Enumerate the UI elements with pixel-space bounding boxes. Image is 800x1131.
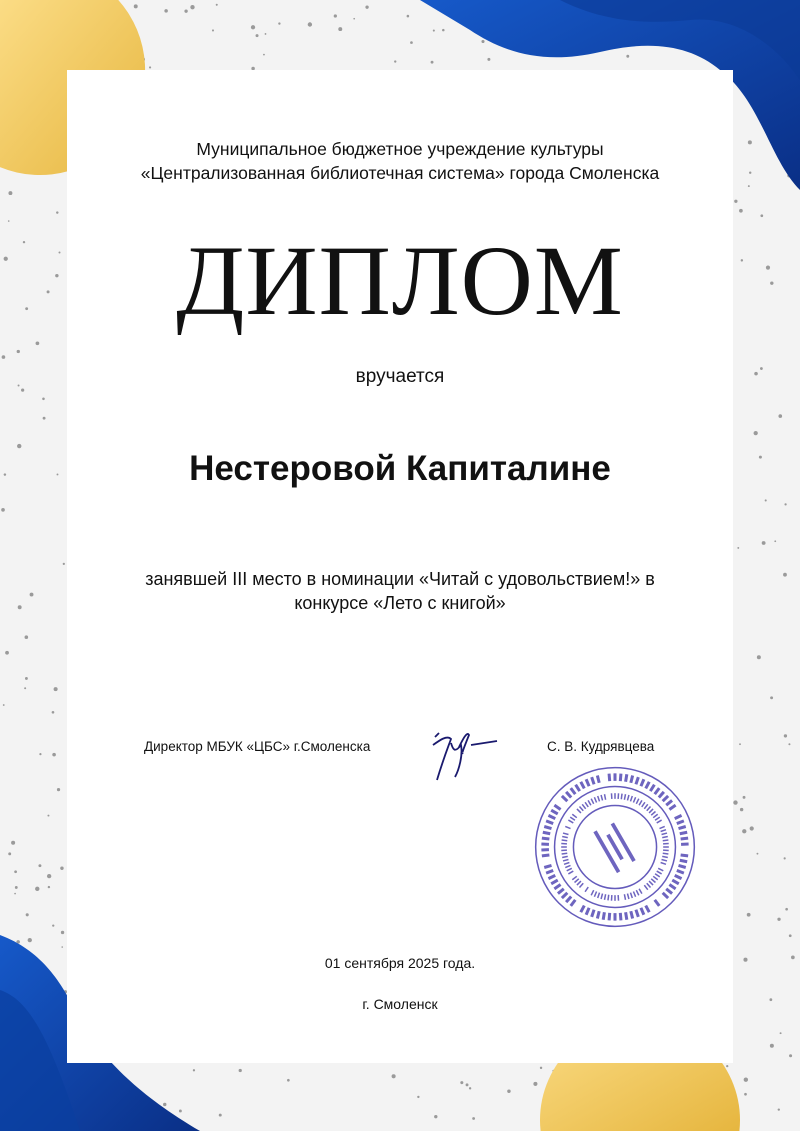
stamp-letter-mark xyxy=(663,846,669,848)
stamp-letter-mark xyxy=(562,853,568,855)
stamp-letter-mark xyxy=(640,779,646,787)
stamp-letter-mark xyxy=(656,870,662,874)
stamp-letter-mark xyxy=(644,885,649,890)
stamp-letter-mark xyxy=(630,892,633,898)
dot xyxy=(14,870,17,873)
dot xyxy=(778,1108,780,1110)
stamp-letter-mark xyxy=(624,912,628,920)
stamp-letter-mark xyxy=(678,864,686,869)
dot xyxy=(63,563,65,565)
dot xyxy=(5,651,9,655)
dot xyxy=(466,1083,469,1086)
stamp-letter-mark xyxy=(638,800,642,806)
dot xyxy=(760,214,763,217)
stamp-letter-mark xyxy=(546,869,554,875)
official-stamp xyxy=(530,762,700,932)
dot xyxy=(278,22,280,24)
stamp-letter-mark xyxy=(624,774,628,782)
dot xyxy=(21,388,24,391)
stamp-letter-mark xyxy=(596,911,601,919)
dot xyxy=(60,867,63,870)
dot xyxy=(739,743,741,745)
dot xyxy=(24,687,26,689)
dot xyxy=(417,1096,419,1098)
stamp-letter-mark xyxy=(563,859,569,862)
stamp-letter-mark xyxy=(658,791,665,799)
dot xyxy=(778,414,782,418)
dot xyxy=(394,60,396,62)
dot xyxy=(134,4,138,8)
dot xyxy=(28,938,32,942)
dot xyxy=(750,826,754,830)
dot xyxy=(742,829,746,833)
stamp-letter-mark xyxy=(574,878,579,883)
stamp-letter-mark xyxy=(584,887,588,893)
stamp-letter-mark xyxy=(565,865,571,869)
dot xyxy=(61,931,64,934)
dot xyxy=(164,9,168,13)
dot xyxy=(26,913,29,916)
stamp-letter-mark xyxy=(590,777,595,785)
stamp-letter-mark xyxy=(568,819,574,823)
dot xyxy=(3,704,5,706)
dot xyxy=(748,185,750,187)
stamp-letter-mark xyxy=(542,853,550,857)
stamp-letter-mark xyxy=(563,832,569,835)
stamp-letter-mark xyxy=(597,796,600,802)
dot xyxy=(265,33,267,35)
stamp-letter-mark xyxy=(565,895,572,903)
stamp-letter-mark xyxy=(676,869,684,875)
dot xyxy=(308,22,312,26)
stamp-letter-mark xyxy=(640,907,646,915)
stamp-letter-mark xyxy=(633,797,637,803)
dot xyxy=(780,1032,782,1034)
stamp-letter-mark xyxy=(633,891,637,897)
stamp-letter-mark xyxy=(636,798,640,804)
dot xyxy=(219,1114,222,1117)
stamp-letter-mark xyxy=(568,870,574,874)
stamp-letter-mark xyxy=(619,913,623,921)
dot xyxy=(765,499,767,501)
stamp-letter-mark xyxy=(619,773,623,781)
dot xyxy=(757,655,761,659)
dot xyxy=(193,1069,195,1071)
stamp-letter-mark xyxy=(617,793,619,799)
stamp-letter-mark xyxy=(594,797,598,803)
stamp-letter-mark xyxy=(542,837,550,841)
stamp-letter-mark xyxy=(557,888,565,895)
organization-line-1: Муниципальное бюджетное учреждение культуры xyxy=(196,139,604,159)
dot xyxy=(149,66,151,68)
dot xyxy=(737,547,739,549)
dot xyxy=(14,893,16,895)
dot xyxy=(17,444,21,448)
organization-name xyxy=(0,137,800,185)
stamp-letter-mark xyxy=(574,784,581,792)
dot xyxy=(8,191,12,195)
dot xyxy=(179,1110,182,1113)
dot xyxy=(744,1078,748,1082)
stamp-letter-mark xyxy=(562,856,568,859)
stamp-letter-mark xyxy=(662,856,668,859)
stamp-letter-mark xyxy=(649,881,654,886)
stamp-letter-mark xyxy=(663,849,669,851)
stamp-letter-mark xyxy=(614,793,616,799)
stamp-letter-mark xyxy=(613,913,616,921)
stamp-letter-mark xyxy=(544,864,552,869)
stamp-letter-mark xyxy=(680,837,688,841)
dot xyxy=(43,417,46,420)
stamp-letter-mark xyxy=(572,814,577,819)
recipient-name: Нестеровой Капиталине xyxy=(189,449,611,488)
dot xyxy=(15,886,18,889)
award-reason xyxy=(0,567,800,615)
stamp-letter-mark xyxy=(604,894,607,900)
stamp-letter-mark xyxy=(579,781,585,789)
dot xyxy=(256,34,259,37)
stamp-letter-mark xyxy=(671,879,679,885)
dot xyxy=(42,397,45,400)
stamp-letter-mark xyxy=(587,800,591,806)
stamp-letter-mark xyxy=(554,883,562,890)
dot xyxy=(216,4,218,6)
dot xyxy=(734,200,737,203)
dot xyxy=(25,677,28,680)
stamp-letter-mark xyxy=(663,839,669,841)
stamp-letter-mark xyxy=(660,829,666,832)
stamp-letter-mark xyxy=(644,905,650,913)
dot xyxy=(762,541,766,545)
stamp-letter-mark xyxy=(669,883,677,890)
stamp-letter-mark xyxy=(679,859,687,863)
stamp-letter-mark xyxy=(629,775,634,783)
dot xyxy=(777,918,780,921)
handwritten-signature xyxy=(425,725,505,785)
dot xyxy=(434,1115,437,1118)
stamp-letter-mark xyxy=(585,907,591,915)
dot xyxy=(789,1054,792,1057)
stamp-letter-mark xyxy=(561,795,569,802)
issue-date: 01 сентября 2025 года. xyxy=(324,955,476,971)
stamp-letter-mark xyxy=(661,859,667,862)
stamp-letter-mark xyxy=(627,795,630,801)
dot xyxy=(784,857,786,859)
dot xyxy=(469,1087,471,1089)
stamp-letter-mark xyxy=(561,849,567,851)
dot xyxy=(184,9,187,12)
stamp-letter-mark xyxy=(579,806,584,811)
stamp-letter-mark xyxy=(651,878,656,883)
signatory-name: С. В. Кудрявцева xyxy=(547,739,655,754)
stamp-letter-mark xyxy=(662,795,670,802)
dot xyxy=(61,946,63,948)
stamp-letter-mark xyxy=(658,868,664,872)
dot xyxy=(2,355,6,359)
stamp-letter-mark xyxy=(570,899,577,907)
dot xyxy=(784,503,786,505)
reason-line-2: конкурсе «Лето с книгой» xyxy=(294,593,506,613)
stamp-letter-mark xyxy=(541,848,549,851)
dot xyxy=(507,1090,510,1093)
stamp-letter-mark xyxy=(663,853,669,855)
dot xyxy=(38,864,41,867)
stamp-letter-mark xyxy=(564,862,570,865)
stamp-letter-mark xyxy=(579,905,585,913)
dot xyxy=(785,908,788,911)
stamp-letter-mark xyxy=(613,773,616,781)
stamp-letter-mark xyxy=(561,843,567,845)
stamp-letter-mark xyxy=(653,876,658,881)
dot xyxy=(788,743,790,745)
stamp-letter-mark xyxy=(544,825,552,830)
stamp-letter-mark xyxy=(624,894,627,900)
dot xyxy=(754,431,758,435)
dot xyxy=(410,41,413,44)
dot xyxy=(48,886,50,888)
reason-line-1: занявшей III место в номинации «Читай с удовольствием!» в xyxy=(145,569,655,589)
stamp-letter-mark xyxy=(608,913,612,921)
stamp-letter-mark xyxy=(617,895,619,901)
stamp-letter-mark xyxy=(644,804,649,809)
dot xyxy=(39,753,41,755)
dot xyxy=(460,1081,463,1084)
dot xyxy=(407,15,410,18)
dot xyxy=(487,58,490,61)
stamp-letter-mark xyxy=(550,879,558,885)
dot xyxy=(747,913,751,917)
stamp-letter-mark xyxy=(621,794,623,800)
stamp-letter-mark xyxy=(561,846,567,848)
stamp-letter-mark xyxy=(550,809,558,815)
stamp-letter-mark xyxy=(576,881,581,886)
stamp-letter-mark xyxy=(654,899,661,907)
stamp-letter-mark xyxy=(614,895,616,901)
dot xyxy=(163,1103,166,1106)
stamp-letter-mark xyxy=(541,843,549,846)
dot xyxy=(56,211,58,213)
stamp-letter-mark xyxy=(548,814,556,820)
dot xyxy=(52,925,54,927)
stamp-letter-mark xyxy=(663,843,669,845)
dot xyxy=(52,753,56,757)
dot xyxy=(743,796,746,799)
stamp-letter-mark xyxy=(655,816,661,820)
stamp-letter-mark xyxy=(562,836,568,839)
dot xyxy=(263,54,265,56)
dot xyxy=(52,711,55,714)
stamp-letter-mark xyxy=(570,816,576,820)
stamp-letter-mark xyxy=(596,775,601,783)
dot xyxy=(338,27,342,31)
stamp-letter-mark xyxy=(655,873,661,877)
dot xyxy=(57,788,60,791)
stamp-letter-mark xyxy=(566,868,572,872)
stamp-letter-mark xyxy=(662,836,668,839)
stamp-letter-mark xyxy=(649,784,656,792)
stamp-letter-mark xyxy=(582,804,587,809)
stamp-letter-mark xyxy=(591,798,595,804)
dot xyxy=(54,687,58,691)
stamp-letter-mark xyxy=(627,893,630,899)
stamp-letter-mark xyxy=(584,802,588,808)
stamp-letter-mark xyxy=(646,883,651,888)
dot xyxy=(287,1079,290,1082)
stamp-letter-mark xyxy=(681,843,689,846)
stamp-letter-mark xyxy=(638,888,642,894)
stamp-letter-mark xyxy=(548,874,556,880)
dot xyxy=(726,1065,728,1067)
dot xyxy=(36,341,40,345)
stamp-letter-mark xyxy=(680,853,688,857)
stamp-letter-mark xyxy=(649,808,654,813)
stamp-letter-mark xyxy=(607,895,609,901)
stamp-letter-mark xyxy=(661,832,667,835)
dot xyxy=(733,800,737,804)
stamp-letter-mark xyxy=(561,892,569,899)
dot xyxy=(1,508,5,512)
stamp-letter-mark xyxy=(669,804,677,811)
dot xyxy=(540,1067,542,1069)
stamp-letter-mark xyxy=(646,806,651,811)
stamp-letter-mark xyxy=(562,839,568,841)
stamp-letter-mark xyxy=(591,890,595,896)
dot xyxy=(8,220,10,222)
stamp-letter-mark xyxy=(662,892,670,899)
document-title: ДИПЛОМ xyxy=(176,225,624,336)
dot xyxy=(739,209,743,213)
stamp-letter-mark xyxy=(576,808,581,813)
stamp-letter-mark xyxy=(579,883,584,888)
stamp-letter-mark xyxy=(656,819,662,823)
stamp-letter-mark xyxy=(665,888,673,895)
stamp-letter-mark xyxy=(636,890,640,896)
stamp-letter-mark xyxy=(585,779,591,787)
stamp-letter-mark xyxy=(572,876,577,881)
dot xyxy=(35,887,39,891)
stamp-letter-mark xyxy=(665,799,673,806)
dot xyxy=(481,40,484,43)
stamp-letter-mark xyxy=(554,804,562,811)
dot xyxy=(17,350,20,353)
dot xyxy=(190,5,194,9)
dot xyxy=(433,30,435,32)
dot xyxy=(431,61,434,64)
stamp-letter-mark xyxy=(594,891,598,897)
stamp-letter-mark xyxy=(674,814,682,820)
dot xyxy=(11,841,15,845)
stamp-letter-mark xyxy=(630,796,633,802)
dot xyxy=(365,5,368,8)
dot xyxy=(251,25,255,29)
stamp-letter-mark xyxy=(674,874,682,880)
stamp-letter-mark xyxy=(611,793,613,799)
issue-city: г. Смоленск xyxy=(362,996,438,1012)
stamp-letter-mark xyxy=(659,826,665,830)
stamp-letter-mark xyxy=(624,794,627,800)
dot xyxy=(770,1044,774,1048)
dot xyxy=(757,853,759,855)
stamp-letter-mark xyxy=(651,811,656,816)
stamp-letter-mark xyxy=(635,777,640,785)
stamp-letter-mark xyxy=(629,911,634,919)
organization-line-2: «Централизованная библиотечная система» города Смоленска xyxy=(140,163,660,183)
dot xyxy=(334,14,337,17)
dot xyxy=(353,18,355,20)
stamp-letter-mark xyxy=(565,826,571,830)
dot xyxy=(239,1069,242,1072)
dot xyxy=(533,1082,537,1086)
stamp-letter-mark xyxy=(611,895,613,901)
dot xyxy=(442,29,445,32)
stamp-letter-mark xyxy=(660,862,666,865)
dot xyxy=(740,808,743,811)
dot xyxy=(784,734,787,737)
dot xyxy=(47,815,49,817)
stamp-letter-mark xyxy=(654,787,661,795)
stamp-letter-mark xyxy=(602,912,606,920)
stamp-letter-mark xyxy=(546,819,554,825)
stamp-letter-mark xyxy=(608,773,612,781)
stamp-letter-mark xyxy=(604,794,607,800)
dot xyxy=(626,55,629,58)
dot xyxy=(25,635,29,639)
stamp-letter-mark xyxy=(641,802,645,808)
stamp-letter-mark xyxy=(635,909,640,917)
stamp-letter-mark xyxy=(678,825,686,830)
dot xyxy=(774,540,776,542)
stamp-letter-mark xyxy=(653,814,658,819)
stamp-letter-mark xyxy=(590,909,595,917)
awarded-text: вручается xyxy=(355,366,445,387)
dot xyxy=(789,934,792,937)
stamp-letter-mark xyxy=(600,795,603,801)
stamp-letter-mark xyxy=(676,819,684,825)
dot xyxy=(770,696,773,699)
dot xyxy=(212,29,214,31)
stamp-letter-mark xyxy=(679,831,687,835)
dot xyxy=(472,1117,475,1120)
dot xyxy=(744,1093,747,1096)
stamp-letter-mark xyxy=(597,892,600,898)
stamp-letter-mark xyxy=(644,781,650,789)
signatory-role: Директор МБУК «ЦБС» г.Смоленска xyxy=(144,739,371,754)
dot xyxy=(47,874,51,878)
stamp-letter-mark xyxy=(570,787,577,795)
stamp-letter-mark xyxy=(600,893,603,899)
dot xyxy=(8,852,11,855)
stamp-letter-mark xyxy=(565,791,572,799)
dot xyxy=(392,1074,396,1078)
stamp-letter-mark xyxy=(543,831,551,835)
